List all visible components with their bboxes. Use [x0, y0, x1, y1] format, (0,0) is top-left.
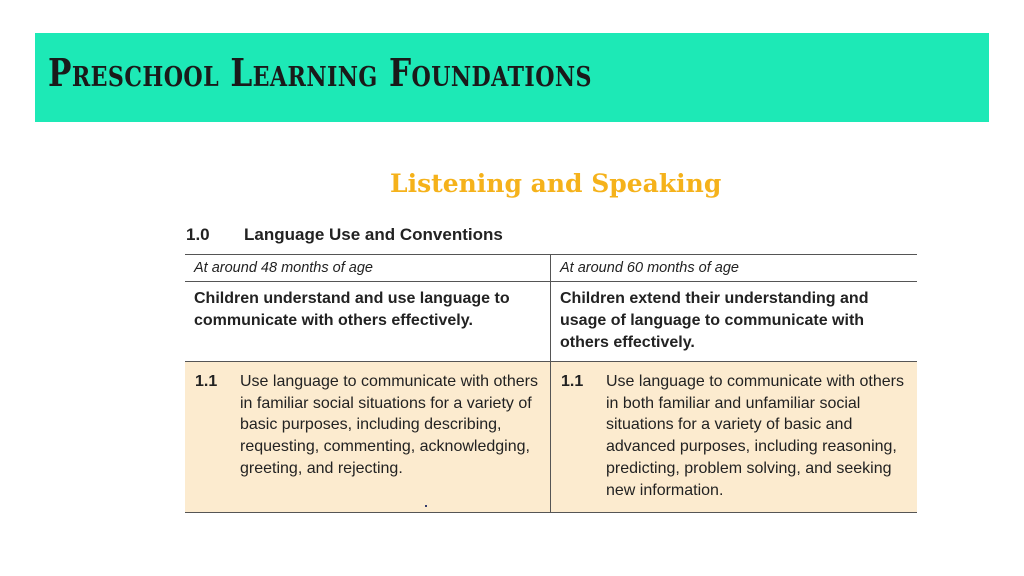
goal-text: Children understand and use language to communicate with others effectively.	[194, 290, 510, 329]
standard-title: Language Use and Conventions	[244, 225, 503, 244]
age-label: At around 48 months of age	[194, 260, 373, 276]
title-banner	[35, 33, 989, 122]
goal-cell-60	[551, 282, 918, 362]
foundation-row	[185, 362, 917, 513]
foundation-cell-48	[185, 362, 551, 513]
goal-text: Children extend their understanding and usage of language to communicate with others effectively.	[560, 290, 869, 351]
foundations-table	[185, 254, 917, 513]
section-title: Listening and Speaking	[390, 169, 722, 198]
age-row	[185, 255, 917, 282]
foundation-number: 1.1	[195, 373, 218, 390]
goal-cell-48	[185, 282, 551, 362]
foundation-cell-60	[551, 362, 918, 513]
age-label: At around 60 months of age	[560, 260, 739, 276]
standard-number: 1.0	[186, 225, 210, 244]
age-cell-48	[185, 255, 551, 282]
foundation-text: Use language to communicate with others in familiar social situations for a variety of basic purposes, including describing, requesting, commenting, acknowledging, greeting, and rejecting.	[240, 373, 538, 477]
standard-heading	[186, 224, 503, 246]
foundation-text: Use language to communicate with others in both familiar and unfamiliar social situations for a variety of basic and advanced purposes, including reasoning, predicting, problem solving, and seeking new information.	[606, 373, 904, 499]
goal-row	[185, 282, 917, 362]
slide-title: Preschool Learning Foundations	[48, 50, 592, 95]
foundation-number: 1.1	[561, 373, 584, 390]
age-cell-60	[551, 255, 918, 282]
stray-dot	[425, 505, 427, 507]
